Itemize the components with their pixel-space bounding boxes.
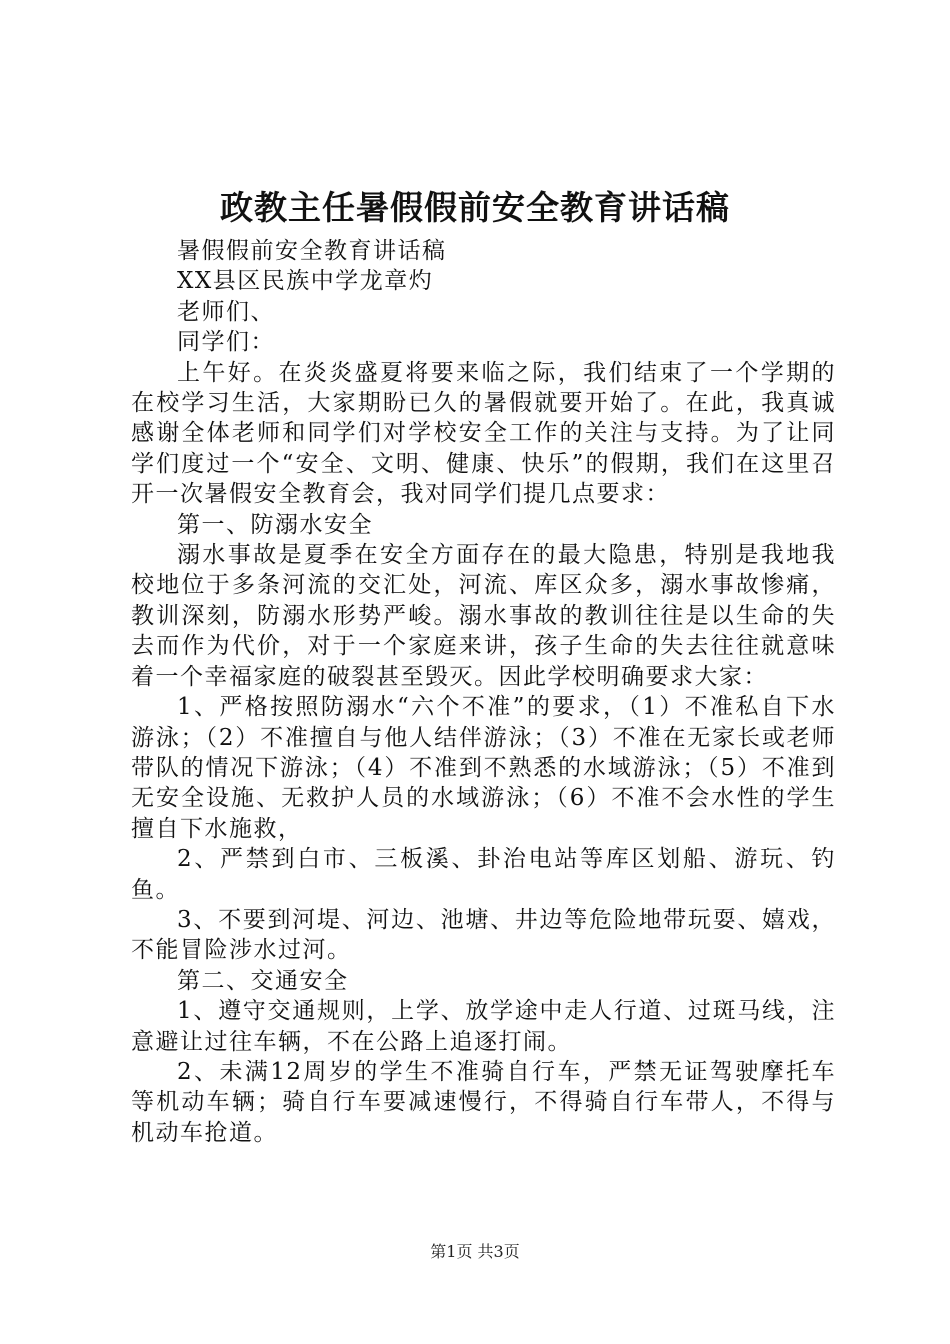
paragraph-subtitle: 暑假假前安全教育讲话稿: [177, 238, 447, 264]
paragraph-drowning-intro: 溺水事故是夏季在安全方面存在的最大隐患，特别是我地我校地位于多条河流的交汇处，河流、库区众多，溺水事故惨痛，教训深刻，防溺水形势严峻。溺水事故的教训往往是以生命的失去而作为代价，对于一个家庭来讲，孩子生命的失去往往就意味着一个幸福家庭的破裂甚至毁灭。因此学校明确要求大家：: [131, 542, 836, 690]
paragraph-drowning-rule-3: 3、不要到河堤、河边、池塘、井边等危险地带玩耍、嬉戏，不能冒险涉水过河。: [131, 906, 836, 964]
paragraph-traffic-rule-2: 2、未满12周岁的学生不准骑自行车，严禁无证驾驶摩托车等机动车辆；骑自行车要减速慢行，不得骑自行车带人，不得与机动车抢道。: [131, 1058, 836, 1146]
page-footer: 第1页 共3页: [430, 1242, 520, 1261]
paragraph-opening: 上午好。在炎炎盛夏将要来临之际，我们结束了一个学期的在校学习生活，大家期盼已久的暑假就要开始了。在此，我真诚感谢全体老师和同学们对学校安全工作的关注与支持。为了让同学们度过一个“安全、文明、健康、快乐”的假期，我们在这里召开一次暑假安全教育会，我对同学们提几点要求：: [131, 359, 836, 508]
section-heading-drowning: 第一、防溺水安全: [177, 511, 373, 538]
paragraph-traffic-rule-1: 1、遵守交通规则，上学、放学途中走人行道、过斑马线，注意避让过往车辆，不在公路上追逐打闹。: [131, 998, 836, 1055]
paragraph-drowning-rule-1: 1、严格按照防溺水“六个不准”的要求，（1）不准私自下水游泳；（2）不准擅自与他人结伴游泳；（3）不准在无家长或老师带队的情况下游泳；（4）不准到不熟悉的水域游泳；（5）不准到无安全设施、无救护人员的水域游泳；（6）不准不会水性的学生擅自下水施救，: [131, 694, 836, 842]
paragraph-drowning-rule-2: 2、严禁到白市、三板溪、卦治电站等库区划船、游玩、钓鱼。: [131, 846, 836, 903]
document-title: 政教主任暑假假前安全教育讲话稿: [220, 188, 730, 227]
document-body: [131, 236, 836, 1148]
paragraph-salutation-teachers: 老师们、: [177, 298, 275, 325]
section-heading-traffic: 第二、交通安全: [177, 967, 349, 994]
paragraph-salutation-students: 同学们：: [177, 329, 275, 356]
paragraph-author: XX县区民族中学龙章灼: [177, 268, 434, 295]
